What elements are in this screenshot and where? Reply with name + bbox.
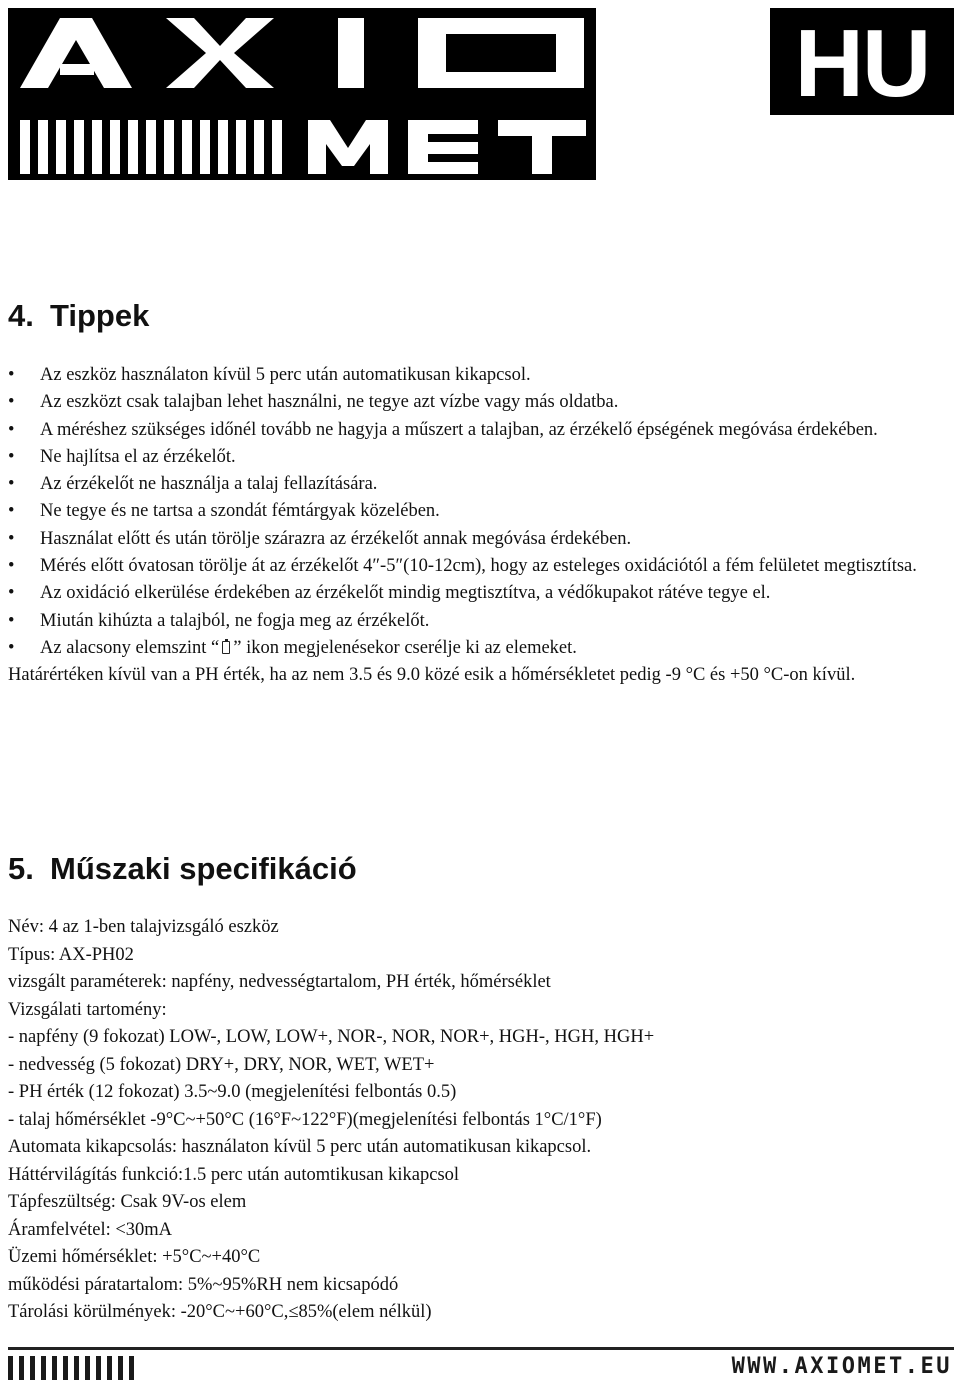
bullet-icon: •: [8, 583, 15, 604]
spec-line: - PH érték (12 fokozat) 3.5~9.0 (megjelenítési felbontás 0.5): [8, 1082, 457, 1102]
list-item: [8, 553, 954, 580]
limits-note: [8, 662, 954, 689]
footer-website: WWW.AXIOMET.EU: [731, 1354, 952, 1379]
bullet-icon: •: [8, 474, 15, 495]
list-item: [8, 498, 954, 525]
list-item-text: Mérés előtt óvatosan törölje át az érzékelőt 4″-5″(10-12cm), hogy az esteleges oxidációtól a fém felületet megtisztítsa.: [40, 556, 917, 577]
list-item: [8, 362, 954, 389]
tips-list: [8, 362, 954, 690]
spec-line: Háttérvilágítás funkció:1.5 perc után automtikusan kikapcsol: [8, 1164, 460, 1185]
spec-list: [8, 914, 954, 1327]
spec-line: - nedvesség (5 fokozat) DRY+, DRY, NOR, WET, WET+: [8, 1054, 435, 1075]
battery-icon: [222, 641, 230, 654]
list-item: [8, 608, 954, 635]
bullet-icon: •: [8, 637, 15, 658]
list-item: [8, 417, 954, 444]
spec-line: vizsgált paraméterek: napfény, nedvességtartalom, PH érték, hőmérséklet: [8, 972, 551, 992]
list-item-text: Az eszközt csak talajban lehet használni, ne tegye azt vízbe vagy más oldatba.: [40, 392, 619, 413]
language-badge-text: HU: [794, 9, 930, 117]
list-item-text: Használat előtt és után törölje szárazra az érzékelőt annak megóvása érdekében.: [40, 528, 632, 549]
bullet-icon: •: [8, 419, 15, 440]
list-item-text: A méréshez szükséges időnél tovább ne hagyja a műszert a talajban, az érzékelő épségének megóvása érdekében.: [40, 419, 878, 440]
bullet-icon: •: [8, 610, 15, 631]
list-item-text: Az eszköz használaton kívül 5 perc után automatikusan kikapcsol.: [40, 365, 531, 385]
list-item: [8, 635, 954, 662]
spec-line: Név: 4 az 1-ben talajvizsgáló eszköz: [8, 917, 279, 937]
section-number: 5.: [8, 851, 34, 886]
section-heading-spec: [8, 851, 357, 887]
bullet-icon: •: [8, 556, 15, 577]
list-item-text: Az alacsony elemszint “: [40, 637, 220, 658]
spec-line: Áramfelvétel: <30mA: [8, 1219, 173, 1240]
list-item: [8, 471, 954, 498]
bullet-icon: •: [8, 365, 15, 385]
axiomet-logo-graphic: [8, 8, 596, 180]
bullet-icon: •: [8, 501, 15, 522]
bullet-icon: •: [8, 528, 15, 549]
footer-barcode-logo: [8, 1356, 148, 1382]
footer-divider: [8, 1347, 954, 1350]
section-title: Tippek: [50, 298, 150, 333]
list-item-text: Az oxidáció elkerülése érdekében az érzékelőt mindig megtisztítva, a védőkupakot rátéve tegye el.: [40, 583, 771, 604]
language-badge: [770, 8, 954, 115]
section-heading-tips: [8, 298, 149, 334]
spec-line: Üzemi hőmérséklet: +5°C~+40°C: [8, 1247, 261, 1267]
list-item: [8, 580, 954, 607]
section-title: Műszaki specifikáció: [50, 851, 357, 886]
spec-line: - napfény (9 fokozat) LOW-, LOW, LOW+, NOR-, NOR, NOR+, HGH-, HGH, HGH+: [8, 1027, 655, 1047]
limits-note-text: Határértéken kívül van a PH érték, ha az nem 3.5 és 9.0 közé esik a hőmérsékletet pedig -9 °C és +50 °C-on kívül.: [8, 665, 856, 686]
list-item-text: ” ikon megjelenésekor cserélje ki az elemeket.: [233, 637, 577, 658]
spec-line: működési páratartalom: 5%~95%RH nem kicsapódó: [8, 1274, 399, 1295]
list-item-text: Az érzékelőt ne használja a talaj fellazítására.: [40, 474, 378, 495]
axiomet-logo: [8, 8, 596, 180]
list-item: [8, 526, 954, 553]
list-item: [8, 444, 954, 471]
list-item-text: Ne tegye és ne tartsa a szondát fémtárgyak közelében.: [40, 501, 440, 522]
spec-line: Automata kikapcsolás: használaton kívül 5 perc után automatikusan kikapcsol.: [8, 1137, 592, 1157]
bullet-icon: •: [8, 392, 15, 413]
list-item-text: Miután kihúzta a talajból, ne fogja meg az érzékelőt.: [40, 610, 430, 631]
spec-line: - talaj hőmérséklet -9°C~+50°C (16°F~122°F)(megjelenítési felbontás 1°C/1°F): [8, 1109, 602, 1130]
section-number: 4.: [8, 298, 34, 333]
spec-line: Vizsgálati tartomény:: [8, 999, 167, 1020]
spec-line: Tárolási körülmények: -20°C~+60°C,≤85%(elem nélkül): [8, 1302, 432, 1322]
spec-line: Típus: AX-PH02: [8, 944, 134, 965]
bullet-icon: •: [8, 446, 15, 467]
list-item: [8, 389, 954, 416]
list-item-text: Ne hajlítsa el az érzékelőt.: [40, 446, 236, 467]
spec-line: Tápfeszültség: Csak 9V-os elem: [8, 1192, 247, 1212]
